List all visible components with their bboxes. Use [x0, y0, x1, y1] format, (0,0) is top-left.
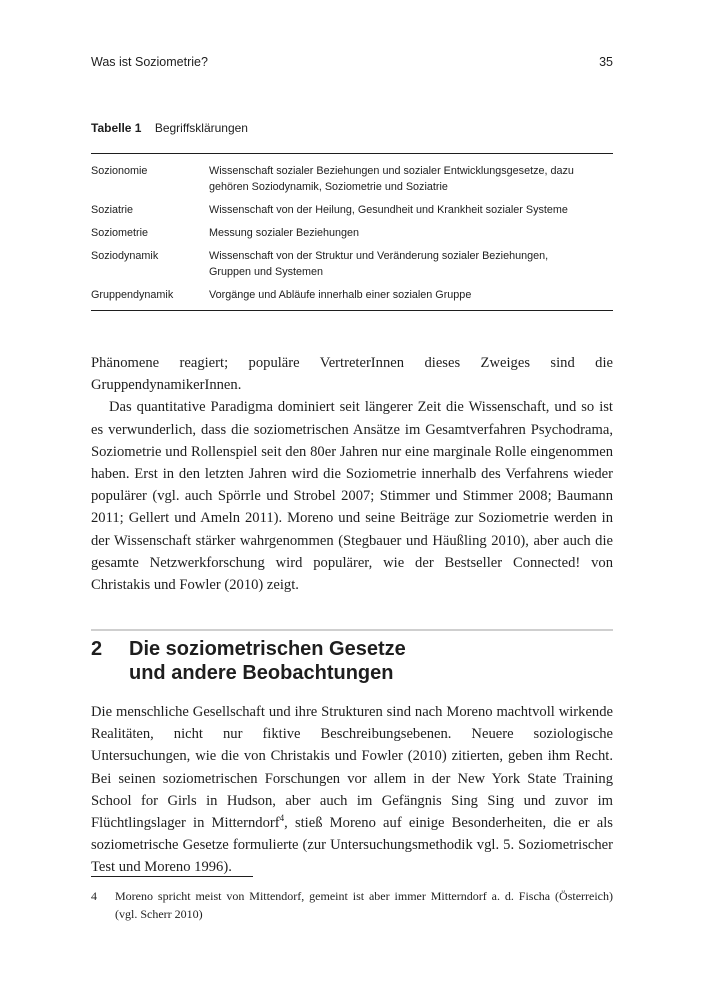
footnote-number: 4 [91, 889, 97, 903]
table-caption [91, 121, 248, 135]
body-text-run: , stieß Moreno auf einige Besonderheiten, die er als soziometrische Gesetze formulierte (zur Untersuchungsmethodik vgl. 5. Soziometrischer Test und Moreno 1996). [91, 815, 613, 876]
table-definition: Wissenschaft von der Heilung, Gesundheit und Krankheit sozialer Systeme [209, 204, 568, 216]
table-row [91, 225, 613, 248]
body-paragraph [91, 701, 613, 879]
body-text-top [91, 352, 613, 596]
page-number: 35 [599, 55, 613, 69]
footnote-reference[interactable]: 4 [279, 813, 285, 824]
table-term: Gruppendynamik [91, 289, 174, 301]
table-row [91, 202, 613, 225]
table-definition: Vorgänge und Abläufe innerhalb einer sozialen Gruppe [209, 289, 472, 301]
section-number: 2 [91, 638, 103, 660]
footnote-separator [91, 876, 253, 877]
table-label: Tabelle 1 [91, 121, 142, 135]
table-term: Sozionomie [91, 165, 148, 177]
running-header [91, 55, 613, 71]
body-text-section [91, 701, 613, 879]
table-caption-text: Begriffsklärungen [154, 121, 248, 135]
running-title: Was ist Soziometrie? [91, 55, 208, 69]
table-definition: Wissenschaft sozialer Beziehungen und sozialer Entwicklungsgesetze, dazu gehören Soziodynamik, Soziometrie und Soziatrie [209, 165, 574, 193]
body-paragraph: Phänomene reagiert; populäre VertreterInnen dieses Zweiges sind die GruppendynamikerInnen. [91, 355, 613, 394]
table-definition: Wissenschaft von der Struktur und Veränderung sozialer Beziehungen, Gruppen und Systemen [209, 250, 549, 278]
table-row [91, 248, 613, 287]
definitions-table [91, 153, 613, 311]
body-paragraph: Das quantitative Paradigma dominiert seit längerer Zeit die Wissenschaft, und so ist es verwunderlich, dass die soziometrischen Ansätze im Gesamtverfahren Psychodrama, Soziometrie und Rollenspiel seit den 80er Jahren nur eine marginale Rolle eingenommen haben. Erst in den letzten Jahren wird die Soziometrie innerhalb des Verfahrens wieder populärer (vgl. auch Spörrle und Strobel 2007; Stimmer und Stimmer 2008; Baumann 2011; Gellert und Ameln 2011). Moreno und seine Beiträge zur Soziometrie werden in der Wissenschaft stärker wahrgenommen (Stegbauer und Häußling 2010), aber auch die gesamte Netzwerkforschung wird populärer, wie der Bestseller Connected! von Christakis und Fowler (2010) zeigt. [91, 399, 613, 594]
table-term: Soziodynamik [91, 250, 159, 262]
table-definition: Messung sozialer Beziehungen [209, 227, 360, 239]
table-term: Soziometrie [91, 227, 149, 239]
table-row [91, 154, 613, 202]
section-title-line: Die soziometrischen Gesetze [129, 638, 406, 660]
table-term: Soziatrie [91, 204, 134, 216]
section-title-line: und andere Beobachtungen [129, 662, 394, 684]
section-divider [91, 629, 613, 631]
body-text-run: Die menschliche Gesellschaft und ihre Strukturen sind nach Moreno machtvoll wirkende Realitäten, nicht nur fiktive Beschreibungsebenen. Neuere soziologische Untersuchungen, wie die von Christakis und Fowler (2010) zitierten, geben ihm Recht. Bei seinen soziometrischen Forschungen vor allem in der New York State Training School for Girls in Hudson, aber auch im Gefängnis Sing Sing und zuvor im Flüchtlingslager in Mitterndorf [91, 704, 613, 832]
footnote [91, 888, 613, 923]
table-row [91, 287, 613, 310]
section-title [129, 637, 569, 685]
footnote-text: Moreno spricht meist von Mittendorf, gemeint ist aber immer Mitterndorf a. d. Fischa (Österreich) (vgl. Scherr 2010) [115, 889, 613, 921]
